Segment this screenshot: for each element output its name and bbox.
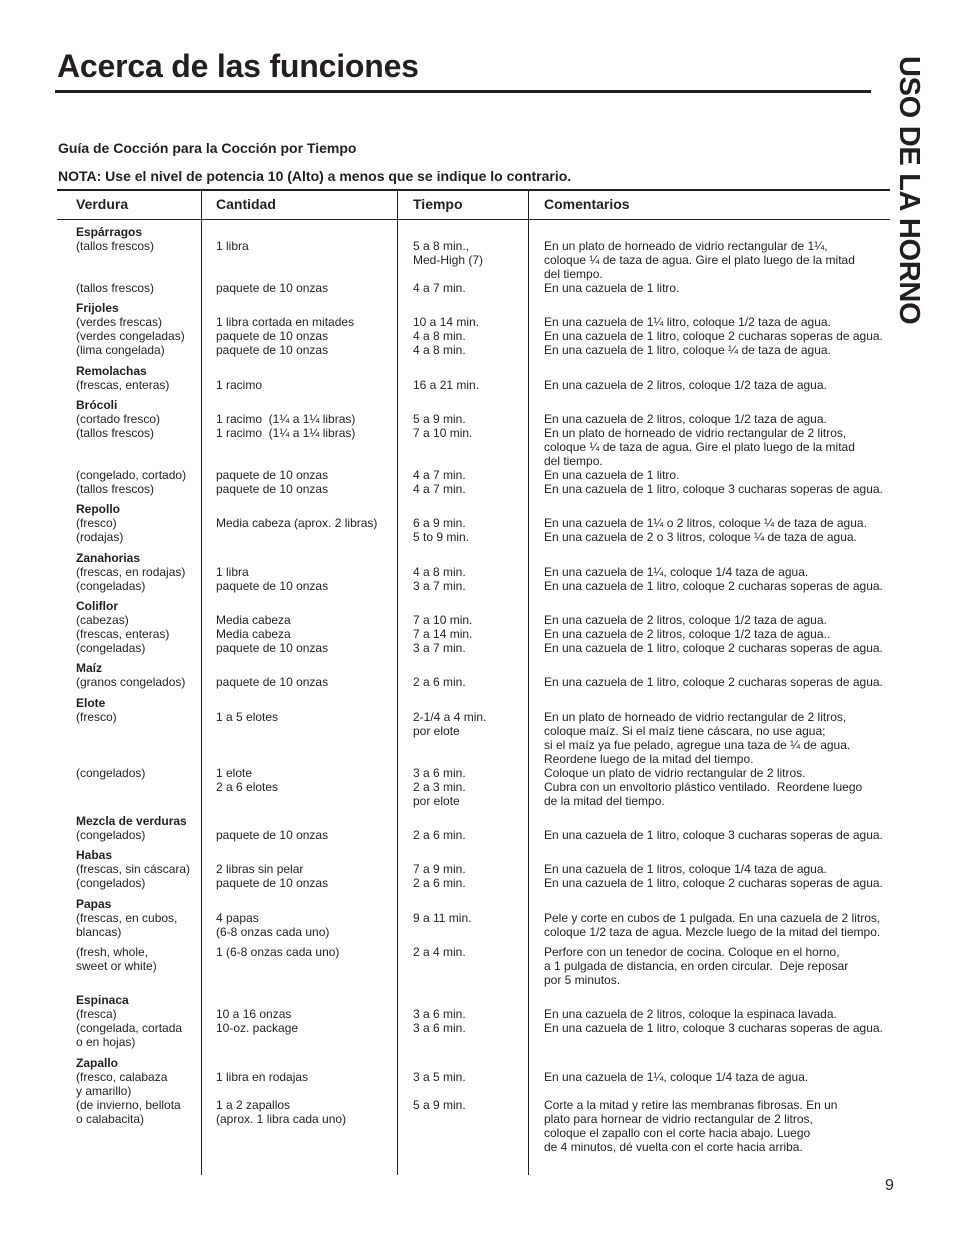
cell-comentarios: En una cazuela de 1 litro. En una cazuela de 1 litro, coloque 3 cucharas soperas de agua.	[544, 468, 883, 496]
cell-verdura: (fresco) (rodajas)	[76, 516, 124, 544]
page-title: Acerca de las funciones	[57, 48, 419, 84]
cell-cantidad: 4 papas (6-8 onzas cada uno)	[216, 911, 330, 939]
cell-tiempo: 2-1/4 a 4 min. por elote	[413, 710, 487, 738]
cell-tiempo: 5 a 9 min.	[413, 1098, 466, 1112]
cell-verdura: (de invierno, bellota o calabacita)	[76, 1098, 181, 1126]
cell-tiempo: 7 a 9 min. 2 a 6 min.	[413, 862, 466, 890]
cell-cantidad: 1 a 5 elotes	[216, 710, 279, 724]
side-tab-label: USO DE LA HORNO	[893, 56, 925, 325]
cell-cantidad: 10 a 16 onzas 10-oz. package	[216, 1007, 299, 1035]
cell-comentarios: En una cazuela de 2 litros, coloque 1/2 taza de agua. En un plato de horneado de vidrio rectangular de 2 litros, coloque ¼ de taza de agua. Gire el plato luego de la mitad del tiempo.	[544, 412, 855, 468]
cell-verdura: (tallos frescos)	[76, 239, 155, 253]
cell-tiempo: 5 a 8 min., Med-High (7)	[413, 239, 484, 267]
cell-cantidad: Media cabeza (aprox. 2 libras)	[216, 516, 378, 530]
cell-comentarios: En una cazuela de 1¼ litro, coloque 1/2 taza de agua. En una cazuela de 1 litro, coloque 2 cucharas soperas de agua. En una cazuela de 1 litro, coloque ¼ de taza de agua.	[544, 315, 883, 357]
cell-tiempo: 16 a 21 min.	[413, 378, 480, 392]
cell-cantidad: paquete de 10 onzas	[216, 675, 329, 689]
vegetable-name: Repollo	[76, 502, 120, 516]
cell-verdura: (fresco)	[76, 710, 117, 724]
vegetable-name: Espárragos	[76, 225, 143, 239]
cell-tiempo: 9 a 11 min.	[413, 911, 472, 925]
cell-comentarios: En un plato de horneado de vidrio rectangular de 2 litros, coloque maíz. Si el maíz tiene cáscara, no use agua; si el maíz ya fue pelado, agregue una taza de ¼ de agua. Reordene luego de la mitad del tiempo.	[544, 710, 851, 766]
cell-cantidad: paquete de 10 onzas	[216, 828, 329, 842]
cell-verdura: (congelados)	[76, 766, 146, 780]
cell-verdura: (frescas, en rodajas) (congeladas)	[76, 565, 186, 593]
cell-verdura: (congelados)	[76, 828, 146, 842]
cell-comentarios: Coloque un plato de vidrio rectangular de 2 litros. Cubra con un envoltorio plástico ventilado. Reordene luego de la mitad del tiempo.	[544, 766, 863, 808]
cell-cantidad: paquete de 10 onzas	[216, 281, 329, 295]
cell-tiempo: 2 a 6 min.	[413, 828, 466, 842]
cell-tiempo: 4 a 8 min. 3 a 7 min.	[413, 565, 466, 593]
cell-verdura: (granos congelados)	[76, 675, 186, 689]
page-number: 9	[885, 1177, 894, 1194]
cell-verdura: (fresca) (congelada, cortada o en hojas)	[76, 1007, 183, 1049]
vegetable-name: Elote	[76, 696, 106, 710]
cell-tiempo: 6 a 9 min. 5 to 9 min.	[413, 516, 470, 544]
cell-cantidad: paquete de 10 onzas paquete de 10 onzas	[216, 468, 329, 496]
cell-tiempo: 2 a 4 min.	[413, 945, 466, 959]
header-verdura: Verdura	[76, 196, 129, 212]
vegetable-name: Zapallo	[76, 1056, 119, 1070]
cell-verdura: (fresco, calabaza y amarillo)	[76, 1070, 168, 1098]
cell-verdura: (frescas, en cubos, blancas)	[76, 911, 178, 939]
vegetable-name: Zanahorias	[76, 551, 141, 565]
cell-comentarios: En un plato de horneado de vidrio rectangular de 1¼, coloque ¼ de taza de agua. Gire el plato luego de la mitad del tiempo.	[544, 239, 855, 281]
vegetable-name: Mezcla de verduras	[76, 814, 187, 828]
vegetable-name: Remolachas	[76, 364, 147, 378]
vegetable-name: Coliflor	[76, 599, 118, 613]
cell-verdura: (tallos frescos)	[76, 281, 155, 295]
cell-comentarios: Perfore con un tenedor de cocina. Coloque en el horno, a 1 pulgada de distancia, en orden circular. Deje reposar por 5 minutos.	[544, 945, 849, 987]
table-subtitle: Guía de Cocción para la Cocción por Tiempo	[58, 140, 357, 156]
cell-cantidad: 1 racimo (1¼ a 1¼ libras) 1 racimo (1¼ a 1¼ libras)	[216, 412, 356, 440]
cell-tiempo: 4 a 7 min. 4 a 7 min.	[413, 468, 466, 496]
cell-tiempo: 3 a 6 min. 2 a 3 min. por elote	[413, 766, 466, 808]
cell-tiempo: 4 a 7 min.	[413, 281, 466, 295]
cell-verdura: (verdes frescas) (verdes congeladas) (lima congelada)	[76, 315, 185, 357]
header-comentarios: Comentarios	[544, 196, 630, 212]
header-cantidad: Cantidad	[216, 196, 276, 212]
power-level-note: NOTA: Use el nivel de potencia 10 (Alto) a menos que se indique lo contrario.	[58, 168, 572, 184]
cell-verdura: (congelado, cortado) (tallos frescos)	[76, 468, 187, 496]
vegetable-name: Frijoles	[76, 301, 119, 315]
vegetable-name: Papas	[76, 897, 112, 911]
cell-comentarios: Corte a la mitad y retire las membranas fibrosas. En un plato para hornear de vidrio rectangular de 2 litros, coloque el zapallo con el corte hacia abajo. Luego de 4 minutos, dé vuelta con el corte hacia arriba.	[544, 1098, 838, 1154]
cell-comentarios: En una cazuela de 1 litro, coloque 3 cucharas soperas de agua.	[544, 828, 883, 842]
cell-cantidad: Media cabeza Media cabeza paquete de 10 onzas	[216, 613, 329, 655]
cell-tiempo: 2 a 6 min.	[413, 675, 466, 689]
vegetable-name: Maíz	[76, 661, 103, 675]
cell-cantidad: 1 elote 2 a 6 elotes	[216, 766, 279, 794]
cell-comentarios: En una cazuela de 1¼, coloque 1/4 taza de agua.	[544, 1070, 809, 1084]
cell-comentarios: En una cazuela de 1¼, coloque 1/4 taza de agua. En una cazuela de 1 litro, coloque 2 cucharas soperas de agua.	[544, 565, 883, 593]
cell-cantidad: 1 (6-8 onzas cada uno)	[216, 945, 340, 959]
cell-cantidad: 1 libra en rodajas	[216, 1070, 309, 1084]
cell-comentarios: En una cazuela de 2 litros, coloque la espinaca lavada. En una cazuela de 1 litro, coloque 3 cucharas soperas de agua.	[544, 1007, 883, 1035]
header-tiempo: Tiempo	[413, 196, 463, 212]
cell-verdura: (frescas, enteras)	[76, 378, 170, 392]
cell-comentarios: En una cazuela de 2 litros, coloque 1/2 taza de agua.	[544, 378, 827, 392]
cell-tiempo: 10 a 14 min. 4 a 8 min. 4 a 8 min.	[413, 315, 480, 357]
cell-tiempo: 3 a 5 min.	[413, 1070, 466, 1084]
cell-comentarios: Pele y corte en cubos de 1 pulgada. En una cazuela de 2 litros, coloque 1/2 taza de agua. Mezcle luego de la mitad del tiempo.	[544, 911, 881, 939]
cell-tiempo: 7 a 10 min. 7 a 14 min. 3 a 7 min.	[413, 613, 473, 655]
cell-tiempo: 3 a 6 min. 3 a 6 min.	[413, 1007, 466, 1035]
cell-cantidad: 1 racimo	[216, 378, 263, 392]
cell-comentarios: En una cazuela de 1 litro.	[544, 281, 680, 295]
vegetable-name: Espinaca	[76, 993, 129, 1007]
cell-cantidad: 1 libra cortada en mitades paquete de 10 onzas paquete de 10 onzas	[216, 315, 355, 357]
cell-verdura: (cabezas) (frescas, enteras) (congeladas)	[76, 613, 170, 655]
vegetable-name: Brócoli	[76, 398, 118, 412]
cell-cantidad: 2 libras sin pelar paquete de 10 onzas	[216, 862, 329, 890]
cell-comentarios: En una cazuela de 1 litro, coloque 2 cucharas soperas de agua.	[544, 675, 883, 689]
cell-comentarios: En una cazuela de 2 litros, coloque 1/2 taza de agua. En una cazuela de 2 litros, coloque 1/2 taza de agua.. En una cazuela de 1 litro, coloque 2 cucharas soperas de agua.	[544, 613, 883, 655]
cell-comentarios: En una cazuela de 1¼ o 2 litros, coloque ¼ de taza de agua. En una cazuela de 2 o 3 litros, coloque ¼ de taza de agua.	[544, 516, 867, 544]
cell-verdura: (cortado fresco) (tallos frescos)	[76, 412, 161, 440]
vegetable-name: Habas	[76, 848, 113, 862]
cell-cantidad: 1 a 2 zapallos (aprox. 1 libra cada uno)	[216, 1098, 347, 1126]
cell-comentarios: En una cazuela de 1 litros, coloque 1/4 taza de agua. En una cazuela de 1 litro, coloque 2 cucharas soperas de agua.	[544, 862, 883, 890]
cell-tiempo: 5 a 9 min. 7 a 10 min.	[413, 412, 473, 440]
cell-cantidad: 1 libra paquete de 10 onzas	[216, 565, 329, 593]
cell-verdura: (frescas, sin cáscara) (congelados)	[76, 862, 191, 890]
cell-cantidad: 1 libra	[216, 239, 249, 253]
cell-verdura: (fresh, whole, sweet or white)	[76, 945, 157, 973]
